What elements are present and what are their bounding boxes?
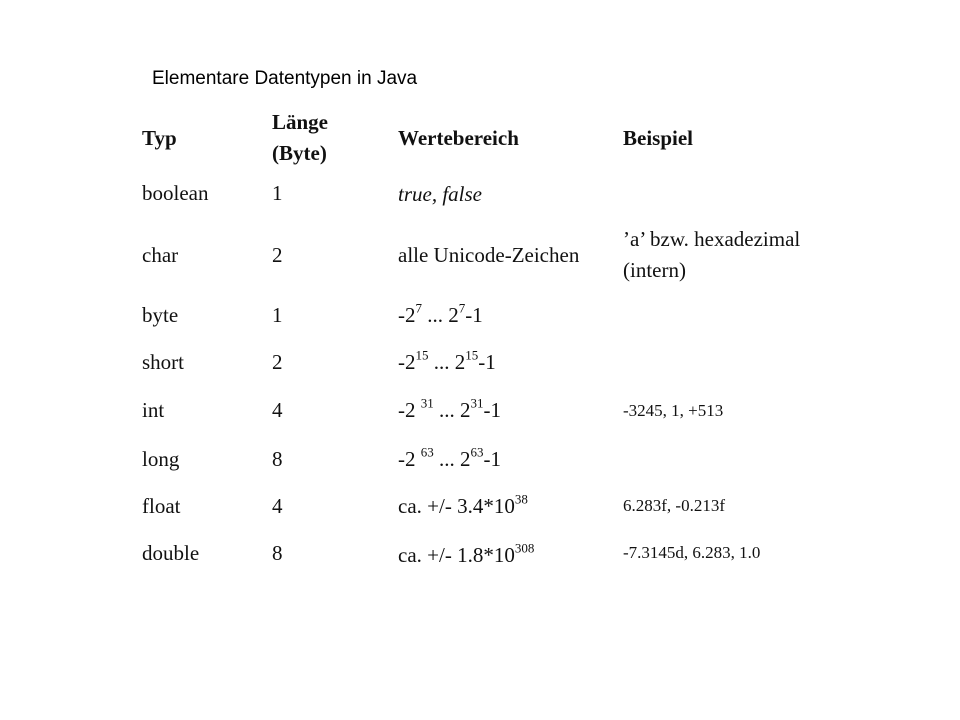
row-short-range: $-2^{15}$ ... $2^{15}-1$ — [398, 347, 496, 374]
row-short-type: short — [142, 350, 184, 374]
row-float-example: 6.283f, -0.213f — [623, 496, 725, 515]
row-double-type: double — [142, 541, 200, 565]
row-boolean-length: 1 — [272, 181, 283, 205]
row-char-example-line2: (intern) — [623, 258, 686, 282]
row-double-example: -7.3145d, 6.283, 1.0 — [623, 543, 761, 562]
row-int-type: int — [142, 398, 165, 422]
header-type: Typ — [142, 126, 177, 150]
header-example: Beispiel — [623, 126, 694, 150]
header-length-line1: Länge — [272, 110, 329, 134]
header-length-line2: (Byte) — [272, 141, 327, 165]
row-float-range: ca. +/- $3.4*10^{38}$ — [398, 491, 528, 518]
header-range: Wertebereich — [398, 126, 519, 150]
row-boolean-type: boolean — [142, 181, 209, 205]
row-long-type: long — [142, 447, 180, 471]
row-char-type: char — [142, 243, 179, 267]
row-char-example-line1: ’a’ bzw. hexadezimal — [623, 227, 801, 251]
row-int-example: -3245, 1, +513 — [623, 401, 724, 420]
row-double-range: ca. +/- $1.8*10^{308}$ — [398, 540, 535, 567]
row-byte-length: 1 — [272, 303, 283, 327]
row-int-range: -2 $^{31}$ ... $2^{31}-1$ — [398, 395, 502, 422]
row-short-length: 2 — [272, 350, 283, 374]
row-double-length: 8 — [272, 541, 283, 565]
row-float-length: 4 — [272, 494, 283, 518]
slide-title: Elementare Datentypen in Java — [152, 68, 418, 89]
row-float-type: float — [142, 494, 181, 518]
row-long-range: -2 $^{63}$ ... $2^{63}-1$ — [398, 444, 502, 471]
row-byte-type: byte — [142, 303, 179, 327]
row-int-length: 4 — [272, 398, 283, 422]
row-byte-range: $-2^7$ ... $2^7-1$ — [398, 300, 483, 327]
row-boolean-range: true, false — [398, 182, 482, 206]
row-char-range: alle Unicode-Zeichen — [398, 243, 580, 267]
row-char-length: 2 — [272, 243, 283, 267]
row-long-length: 8 — [272, 447, 283, 471]
